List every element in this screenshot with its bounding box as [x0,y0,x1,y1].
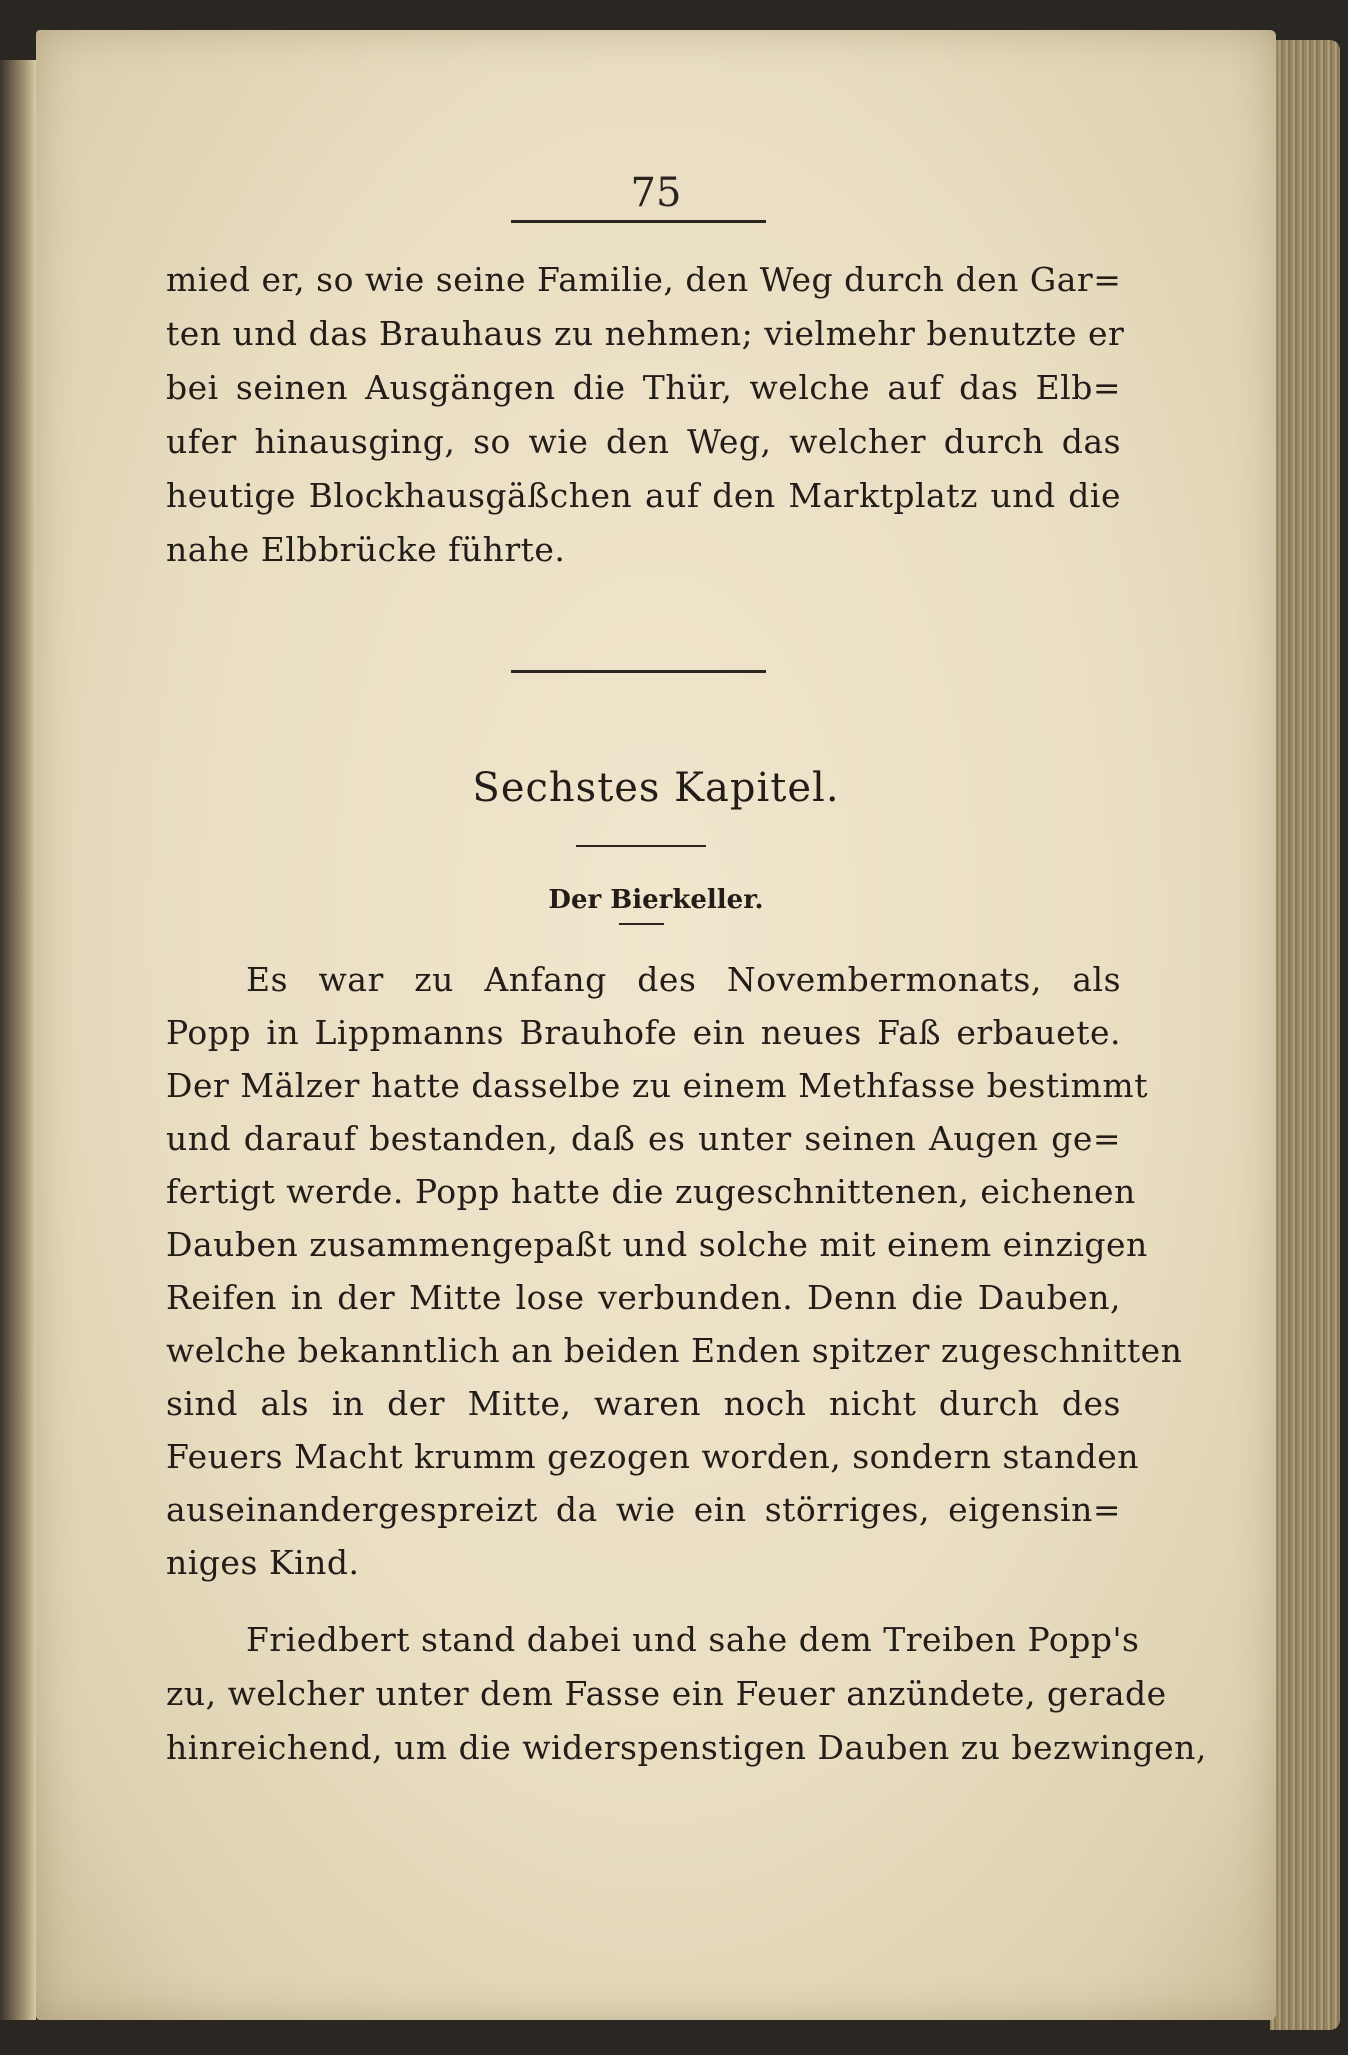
left-page-edge [0,60,36,2020]
text-line: Friedbert stand dabei und sahe dem Treiben Popp's [246,1620,1140,1659]
text-line: hinreichend, um die widerspenstigen Dauben zu bezwingen, [166,1728,1207,1767]
text-line: ufer hinausging, so wie den Weg, welcher durch das [166,422,1121,461]
text-line: bei seinen Ausgängen die Thür, welche auf das Elb= [166,368,1121,407]
text-line: welche bekanntlich an beiden Enden spitzer zugeschnitten [166,1331,1183,1370]
text-line: Popp in Lippmanns Brauhofe ein neues Faß erbauete. [166,1013,1121,1052]
text-line: heutige Blockhausgäßchen auf den Marktplatz und die [166,476,1121,515]
text-line: fertigt werde. Popp hatte die zugeschnittenen, eichenen [166,1172,1136,1211]
chapter-title: Sechstes Kapitel. [472,765,840,811]
text-line: mied er, so wie seine Familie, den Weg durch den Gar= [166,260,1122,299]
text-line: ten und das Brauhaus zu nehmen; vielmehr benutzte er [166,314,1125,353]
text-line: Es war zu Anfang des Novembermonats, als [246,960,1121,999]
text-line: auseinandergespreizt da wie ein störriges, eigensin= [166,1490,1121,1529]
book-page [36,30,1276,2020]
text-line: Feuers Macht krumm gezogen worden, sondern standen [166,1437,1139,1476]
text-line: nahe Elbbrücke führte. [166,530,566,569]
page-number: 75 [630,170,682,216]
chapter-subtitle: Der Bierkeller. [548,885,764,915]
text-line: Reifen in der Mitte lose verbunden. Denn die Dauben, [166,1278,1121,1317]
chapter-rule [576,845,706,847]
header-rule [511,220,766,223]
text-line: zu, welcher unter dem Fasse ein Feuer anzündete, gerade [166,1674,1167,1713]
book-page-edges [1270,40,1340,2030]
text-line: und darauf bestanden, daß es unter seinen Augen ge= [166,1119,1121,1158]
text-line: niges Kind. [166,1543,360,1582]
section-divider [511,670,766,673]
text-line: Der Mälzer hatte dasselbe zu einem Methfasse bestimmt [166,1066,1148,1105]
text-line: sind als in der Mitte, waren noch nicht durch des [166,1384,1121,1423]
subtitle-rule [619,923,664,925]
text-line: Dauben zusammengepaßt und solche mit einem einzigen [166,1225,1148,1264]
